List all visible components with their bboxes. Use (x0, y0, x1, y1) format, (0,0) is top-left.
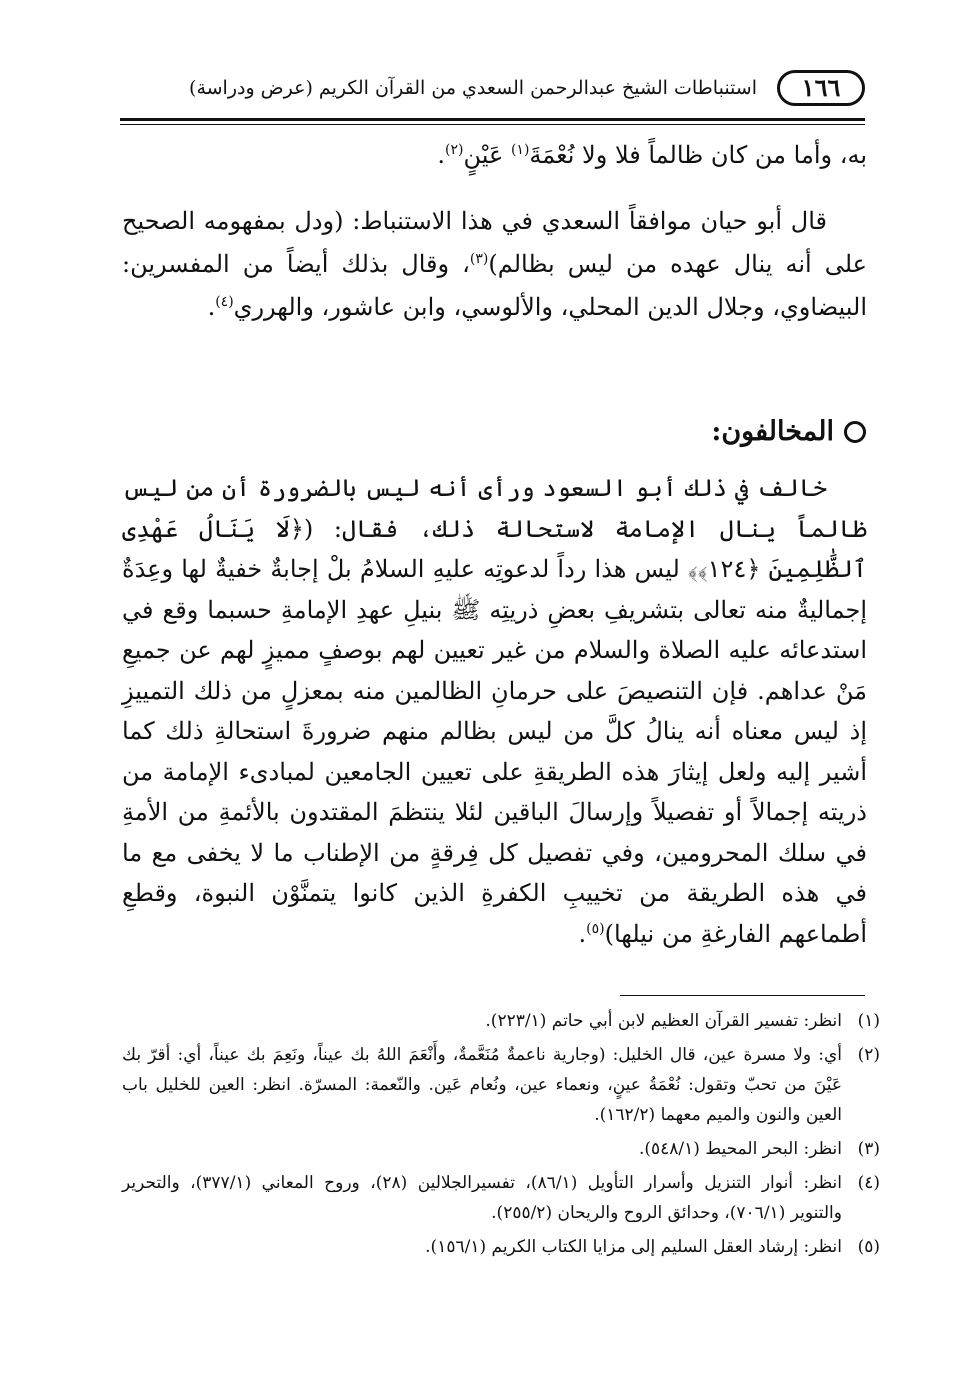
footnote-number: (٥) (857, 1237, 880, 1257)
footnote (122, 1006, 880, 1036)
paragraph-1 (122, 134, 867, 177)
footnotes (122, 1006, 880, 1266)
footnote-number: (٣) (857, 1139, 880, 1159)
circle-bullet-icon (844, 421, 866, 443)
paragraph-3-text: خالف في ذلك أبو السعود ورأى أنه ليس بالضرورة أن من ليس ظالماً ينال الإمامة لاستحالة ذلك، فقال: (﴿لَا يَنَالُ عَهْدِى ٱلظَّٰلِمِينَ ﴿١٢٤﴾﴾ ليس هذا رداً لدعوتِه عليهِ السلامُ بلْ إجابةٌ خفيةٌ لها وعِدَةٌ إجماليةٌ منه تعالى بتشريفِ بعضِ ذريتِه ﷺ بنيلِ عهدِ الإمامةِ حسبما وقع في استدعائه عليه الصلاة والسلام من غير تعيين لهم بوصفٍ مميزٍ لهم عن جميعِ مَنْ عداهم. فإن التنصيصَ على حرمانِ الظالمين منه بمعزلٍ من ذلك التمييزِ إذ ليس معناه أنه ينالُ كلَّ من ليس بظالم منهم ضرورةَ استحالةِ ذلك كما أشير إليه ولعل إيثارَ هذه الطريقةِ على تعيين الجامعين لمبادىء الإمامة من ذريته إجمالاً أو تفصيلاً وإرسالَ الباقين لئلا ينتظمَ المقتدون بالأئمةِ من الأمةِ في سلك المحرومين، وفي تفصيل كل فِرقةٍ من الإطناب ما لا يخفى مع ما في هذه الطريقة من تخييبِ الكفرةِ الذين كانوا يتمنَّوْن النبوة، وقطعِ أطماعهم الفارغةِ من نيلها) (122, 474, 868, 948)
footnote-number: (٢) (857, 1045, 880, 1065)
footnote-text: انظر: أنوار التنزيل وأسرار التأويل (٨٦/١)، تفسيرالجلالين (٢٨)، وروح المعاني (٣٧٧/١)، والتحرير والتنوير (٧٠٦/١)، وحدائق الروح والريحان (٢٥٥/٢). (122, 1173, 842, 1223)
footnote-ref-4[interactable]: (٤) (215, 294, 234, 310)
footnote-ref-3[interactable]: (٣) (469, 251, 489, 267)
footnote-separator (620, 995, 865, 996)
paragraph-2 (122, 200, 867, 329)
page-number: ١٦٦ (801, 73, 841, 102)
page-header (120, 58, 865, 120)
page-number-badge (777, 70, 865, 106)
header-rule-thin (120, 124, 865, 125)
footnote (122, 1040, 880, 1130)
footnote-number: (١) (857, 1011, 880, 1031)
footnote-text: انظر: تفسير القرآن العظيم لابن أبي حاتم (٢٢٣/١). (485, 1011, 842, 1031)
footnote-text: أي: ولا مسرة عين، قال الخليل: (وجارية ناعمةٌ مُنَعَّمةٌ، وأَنْعَمَ اللهُ بك عيناً، ونَعِمَ بك عيناً، أي: أقرّ بك عَيْنَ من تحبّ وتقول: نُعْمَةُ عينٍ، ونعماء عين، ونُعام عَين. والنّعمة: المسرّة. انظر: العين للخليل باب العين والنون والميم معهما (١٦٢/٢). (122, 1045, 842, 1125)
paragraph-3-end: . (578, 919, 587, 948)
paragraph-1-text: به، وأما من كان ظالماً فلا ولا نُعْمَةَ (529, 141, 867, 169)
footnote-number: (٤) (857, 1173, 880, 1193)
section-heading-text: المخالفون: (711, 416, 834, 447)
footnote-text: انظر: إرشاد العقل السليم إلى مزايا الكتاب الكريم (١٥٦/١). (425, 1237, 842, 1257)
paragraph-2-text: قال أبو حيان موافقاً السعدي في هذا الاستنباط: (ودل بمفهومه الصحيح على أنه ينال عهده من ليس بظالم) (122, 207, 867, 278)
footnote-ref-1[interactable]: (١) (510, 142, 530, 158)
paragraph-2-end: . (207, 293, 216, 321)
section-heading (711, 412, 866, 452)
paragraph-1-text-cont: عَيْنٍ (463, 141, 511, 169)
footnote-ref-5[interactable]: (٥) (586, 920, 605, 937)
footnote (122, 1134, 880, 1164)
paragraph-3 (122, 468, 867, 954)
footnote (122, 1168, 880, 1228)
footnote-ref-2[interactable]: (٢) (445, 142, 464, 158)
running-title: استنباطات الشيخ عبدالرحمن السعدي من القرآن الكريم (عرض ودراسة) (189, 77, 757, 99)
paragraph-1-end: . (437, 141, 445, 169)
paragraph-2-text-cont: ، وقال بذلك أيضاً من المفسرين: البيضاوي، وجلال الدين المحلي، والألوسي، وابن عاشور، والهرري (122, 250, 867, 321)
footnote (122, 1232, 880, 1262)
header-rule-thick (120, 118, 865, 121)
footnote-text: انظر: البحر المحيط (٥٤٨/١). (638, 1139, 842, 1159)
